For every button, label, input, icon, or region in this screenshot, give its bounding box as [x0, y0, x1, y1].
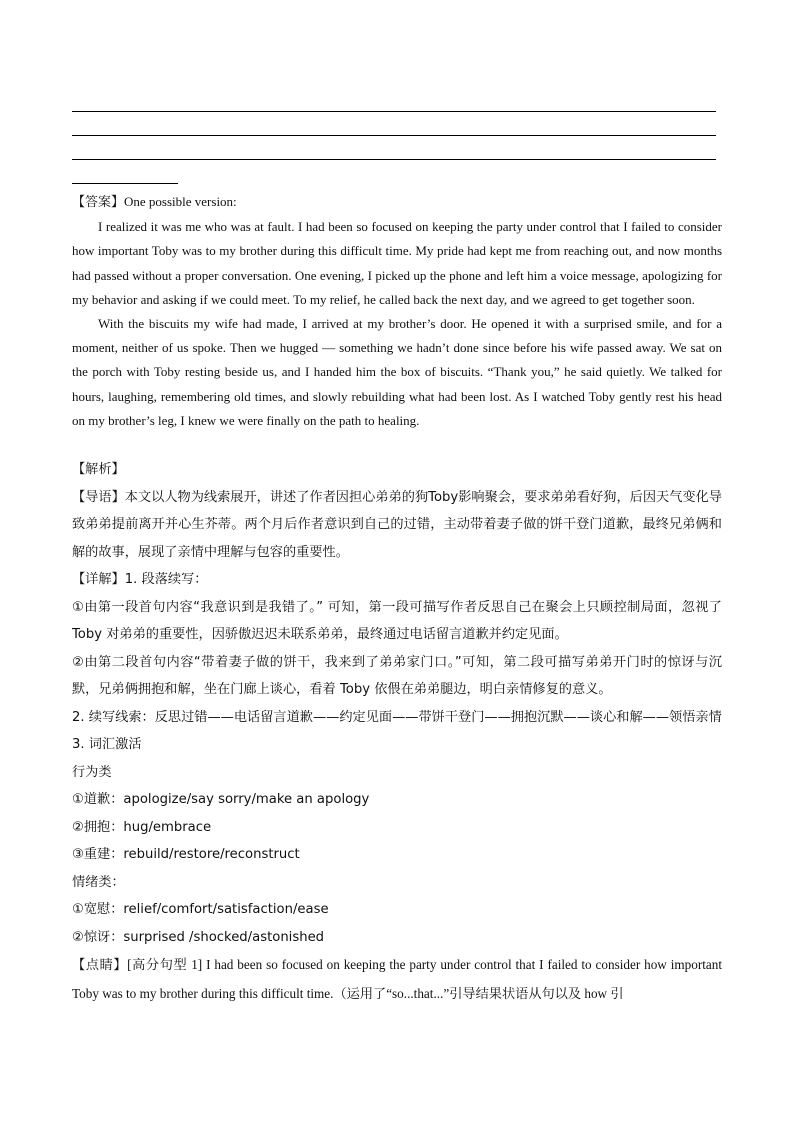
- footnote-divider: [72, 183, 178, 184]
- guide-text: 本文以人物为线索展开，讲述了作者因担心弟弟的狗Toby影响聚会，要求弟弟看好狗，后因天气变化导致弟弟提前离开并心生芥蒂。两个月后作者意识到自己的过错，主动带着妻子做的饼干登门道歉，最终兄弟俩和解的故事，展现了亲情中理解与包容的重要性。: [72, 489, 722, 560]
- guide-paragraph: [72, 484, 722, 567]
- answer-header: [72, 190, 722, 215]
- writing-line-3: [72, 159, 716, 160]
- answer-label: 【答案】: [72, 195, 125, 210]
- highlight-text: [高分句型 1] I had been so focused on keeping the party under control that I failed to consider how important Toby was to my brother during this difficult time.（运用了“so...that...”引导结果状语从句以及 how 引: [72, 957, 722, 1001]
- highlight-label: 【点睛】: [72, 958, 128, 973]
- detail-heading: [72, 566, 722, 594]
- guide-label: 【导语】: [72, 489, 125, 505]
- detail-item-3: 3. 词汇激活: [72, 737, 142, 752]
- emotion-item-1: ①宽慰：relief/comfort/satisfaction/ease: [72, 902, 329, 917]
- emotion-item-2: ②惊讶：surprised /shocked/astonished: [72, 929, 325, 945]
- category-emotion: 情绪类：: [72, 874, 125, 890]
- detail-item-1: 1. 段落续写：: [124, 572, 208, 587]
- detail-label: 【详解】: [72, 572, 125, 587]
- action-item-3: ③重建：rebuild/restore/reconstruct: [72, 847, 300, 862]
- analysis-section: [72, 456, 722, 1007]
- answer-section: [72, 190, 722, 433]
- highlight-paragraph: [72, 951, 722, 1007]
- writing-line-2: [72, 135, 716, 136]
- action-item-2: ②拥抱：hug/embrace: [72, 819, 212, 835]
- answer-paragraph-2: With the biscuits my wife had made, I arrived at my brother’s door. He opened it with a surprised smile, and for a moment, neither of us spoke. Then we hugged — something we hadn’t done since before his wife passed away. We sat on the porch with Toby resting beside us, and I handed him the box of biscuits. “Thank you,” he said quietly. We talked for hours, laughing, remembering old times, and slowly rebuilding what had been lost. As I watched Toby gently rest his head on my brother’s leg, I knew we were finally on the path to healing.: [72, 316, 722, 428]
- category-action: 行为类: [72, 764, 112, 780]
- detail-item-1b: ②由第二段首句内容“带着妻子做的饼干，我来到了弟弟家门口。”可知，第二段可描写弟弟开门时的惊讶与沉默，兄弟俩拥抱和解，坐在门廊上谈心，看着 Toby 依偎在弟弟腿边，明白亲情修复的意义。: [72, 654, 722, 697]
- analysis-label: 【解析】: [72, 462, 125, 477]
- writing-line-1: [72, 111, 716, 112]
- detail-item-1a: ①由第一段首句内容“我意识到是我错了。” 可知，第一段可描写作者反思自己在聚会上只顾控制局面，忽视了 Toby 对弟弟的重要性，因骄傲迟迟未联系弟弟，最终通过电话留言道歉并约定见面。: [72, 599, 722, 642]
- action-item-1: ①道歉：apologize/say sorry/make an apology: [72, 792, 370, 807]
- answer-intro: One possible version:: [124, 194, 237, 209]
- answer-paragraph-1: I realized it was me who was at fault. I had been so focused on keeping the party under control that I failed to consider how important Toby was to my brother during this difficult time. My pride had kept me from reaching out, and now months had passed without a proper conversation. One evening, I picked up the phone and left him a voice message, apologizing for my behavior and asking if we could meet. To my relief, he called back the next day, and we agreed to get together soon.: [72, 219, 722, 307]
- detail-item-2: 2. 续写线索：反思过错——电话留言道歉——约定见面——带饼干登门——拥抱沉默——谈心和解——领悟亲情: [72, 709, 722, 725]
